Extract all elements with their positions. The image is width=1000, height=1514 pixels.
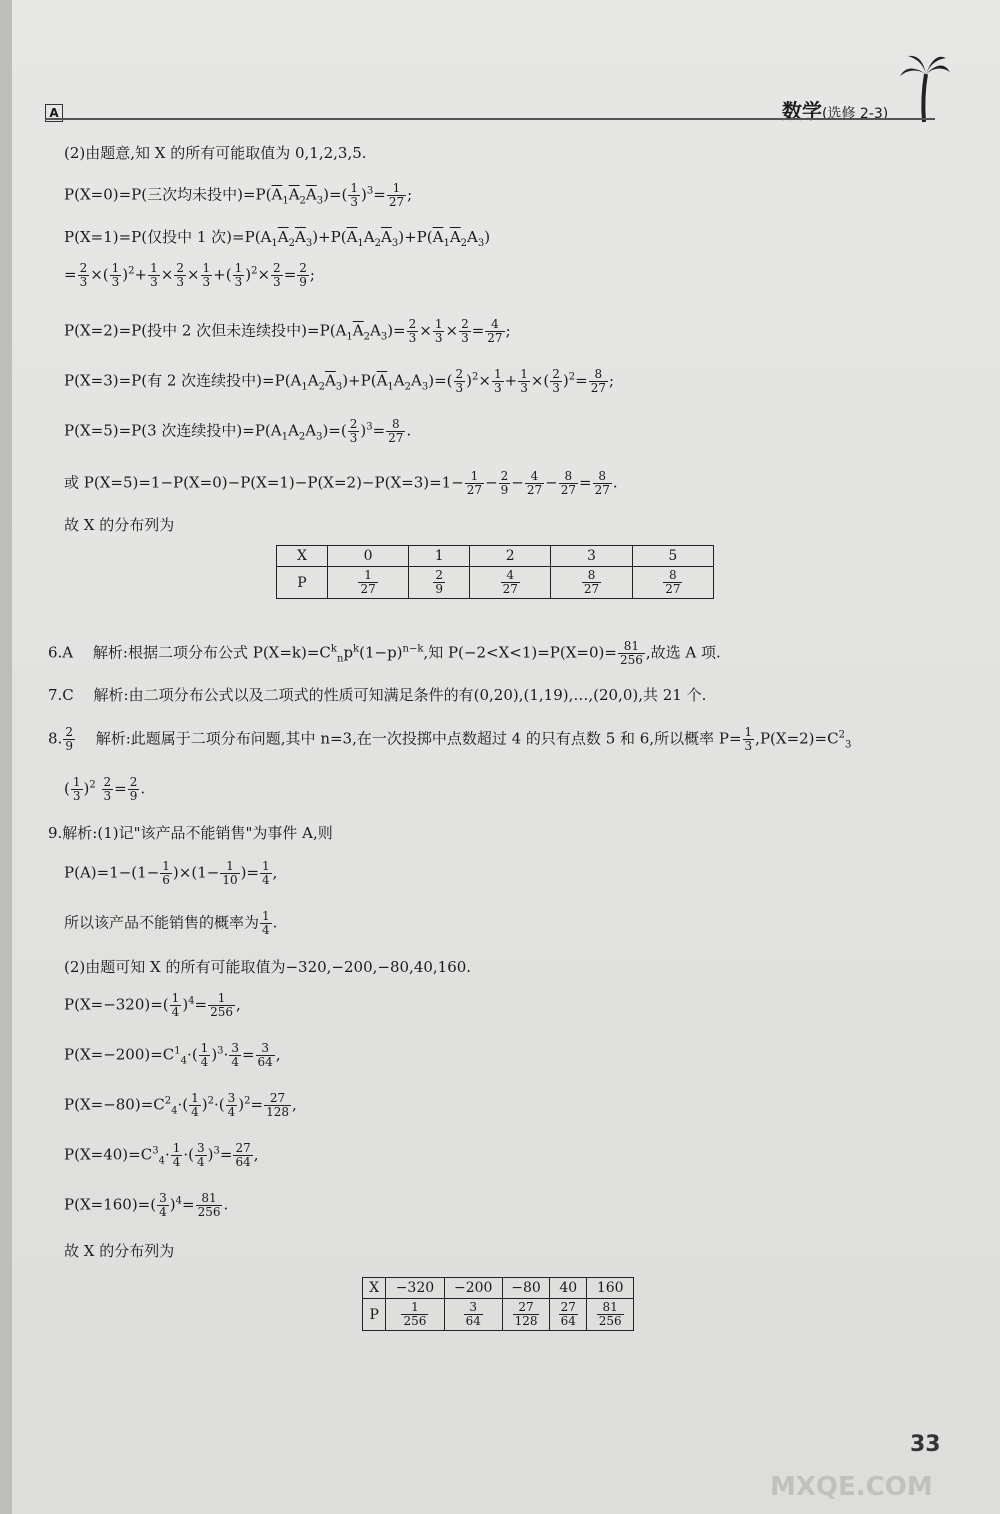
table-row [277, 567, 714, 599]
text-line: P(X=5)=P(3 次连续投中)$=P(A_1A_2A_3)=$( $\frac{2}{3}$ )$^3$= $\frac{8}{27}$ . [64, 417, 412, 445]
page-number: 33 [910, 1432, 941, 1457]
table-cell: $\frac{8}{27}$ [632, 567, 713, 599]
text-line: (2)由题意,知 X 的所有可能取值为 0,1,2,3,5. [64, 144, 367, 162]
text-line: 故 X 的分布列为 [64, 1242, 175, 1260]
watermark-text: MXQE.COM [770, 1472, 933, 1502]
table-row [363, 1278, 634, 1299]
table-cell: −200 [444, 1278, 502, 1299]
table-cell: 160 [587, 1278, 634, 1299]
text-line: ( $\frac{1}{3}$ )$^2$ $\frac{2}{3}$ = $\frac{2}{9}$ . [64, 775, 146, 803]
text-line: $P(X=-80)=C^2_4\cdot$( $\frac{1}{4}$ )$^2$·( $\frac{3}{4}$ )$^2$= $\frac{27}{128}$ , [64, 1091, 297, 1119]
text-line: 或 P(X=5)=1−P(X=0)−P(X=1)−P(X=2)−P(X=3)=1− $\frac{1}{27}$ − $\frac{2}{9}$ − $\frac{4}{27}$ − $\frac{8}{27}$ = $\frac{8}{27}$ . [64, 469, 618, 497]
text-line: 所以该产品不能销售的概率为 $\frac{1}{4}$ . [64, 909, 278, 937]
header-rule [45, 118, 935, 120]
distribution-table-1 [276, 545, 714, 599]
table-cell: 3 [551, 546, 632, 567]
table-cell: X [363, 1278, 386, 1299]
text-line: (2)由题可知 X 的所有可能取值为−320,−200,−80,40,160. [64, 958, 472, 976]
table-cell: $\frac{27}{64}$ [550, 1299, 587, 1331]
table-cell: X [277, 546, 328, 567]
text-line: P(X=2)=P(投中 2 次但未连续投中)$=P(A_1\overline{A}_2A_3)=$ $\frac{2}{3}$ × $\frac{1}{3}$ × $\frac{2}{3}$ = $\frac{4}{27}$ ; [64, 317, 511, 345]
table-row [363, 1299, 634, 1331]
text-line: 8. $\frac{2}{9}$ 解析:此题属于二项分布问题,其中 n=3,在一次投掷中点数超过 4 的只有点数 5 和 6,所以概率 P= $\frac{1}{3}$ $,P(X=2)=C^2_3$ [48, 725, 852, 753]
table-cell: $\frac{1}{256}$ [386, 1299, 444, 1331]
table-cell: 0 [327, 546, 408, 567]
table-row [277, 546, 714, 567]
text-line: 故 X 的分布列为 [64, 516, 175, 534]
text-line: 9.解析:(1)记"该产品不能销售"为事件 A,则 [48, 824, 333, 842]
table-cell: −320 [386, 1278, 444, 1299]
text-line: P(X=160)=( $\frac{3}{4}$ )$^4$= $\frac{81}{256}$ . [64, 1191, 229, 1219]
table-cell: $\frac{3}{64}$ [444, 1299, 502, 1331]
text-line: P(X=1)=P(仅投中 1 次)$=P(A_1\overline{A}_2\overline{A}_3)+P(\overline{A}_1A_2\overline{A}_3)+P(\overline{A}_1\overline{A}_2A_3)$ [64, 228, 491, 249]
level-badge: A [45, 104, 63, 122]
text-line: P(X=3)=P(有 2 次连续投中)$=P(A_1A_2\overline{A}_3)+P(\overline{A}_1A_2A_3)=$( $\frac{2}{3}$ )$^2$× $\frac{1}{3}$ + $\frac{1}{3}$ ×( $\frac{2}{3}$ )$^2$= $\frac{8}{27}$ ; [64, 367, 615, 395]
table-cell: $\frac{2}{9}$ [409, 567, 470, 599]
palm-tree-icon [898, 52, 950, 124]
text-line: P(X=0)=P(三次均未投中)$=P(\overline{A}_1\overline{A}_2\overline{A}_3)=$( $\frac{1}{3}$ )$^3$= $\frac{1}{27}$ ; [64, 181, 413, 209]
binding-edge [0, 0, 12, 1514]
text-line: = $\frac{2}{3}$ ×( $\frac{1}{3}$ )$^2$+ $\frac{1}{3}$ × $\frac{2}{3}$ × $\frac{1}{3}$ +( $\frac{1}{3}$ )$^2$× $\frac{2}{3}$ = $\frac{2}{9}$ ; [64, 261, 315, 289]
distribution-table-2 [362, 1277, 634, 1331]
table-cell: 5 [632, 546, 713, 567]
table-cell: −80 [502, 1278, 549, 1299]
table-cell: $\frac{81}{256}$ [587, 1299, 634, 1331]
text-line: 7.C 解析:由二项分布公式以及二项式的性质可知满足条件的有(0,20),(1,19),…,(20,0),共 21 个. [48, 686, 707, 704]
table-cell: P [277, 567, 328, 599]
text-line: 6.A 解析:根据二项分布公式 $P(X=k)=C^k_np^k(1-p)^{n-k}$,知 P(−2<X<1)=P(X=0)= $\frac{81}{256}$ ,故选 A 项. [48, 639, 721, 667]
table-cell: $\frac{1}{27}$ [327, 567, 408, 599]
table-cell: $\frac{27}{128}$ [502, 1299, 549, 1331]
subject-title: 数学(选修 2-3) [782, 99, 889, 123]
text-line: P(X=−320)=( $\frac{1}{4}$ )$^4$= $\frac{1}{256}$ , [64, 991, 241, 1019]
table-cell: 2 [470, 546, 551, 567]
text-line: P(A)=1−(1− $\frac{1}{6}$ )×(1− $\frac{1}{10}$ )= $\frac{1}{4}$ , [64, 859, 278, 887]
table-cell: $\frac{8}{27}$ [551, 567, 632, 599]
table-cell: 1 [409, 546, 470, 567]
table-cell: $\frac{4}{27}$ [470, 567, 551, 599]
text-line: $P(X=40)=C^3_4\cdot$ $\frac{1}{4}$ ·( $\frac{3}{4}$ )$^3$= $\frac{27}{64}$ , [64, 1141, 259, 1169]
table-cell: 40 [550, 1278, 587, 1299]
table-cell: P [363, 1299, 386, 1331]
text-line: $P(X=-200)=C^1_4\cdot$( $\frac{1}{4}$ )$^3$· $\frac{3}{4}$ = $\frac{3}{64}$ , [64, 1041, 281, 1069]
